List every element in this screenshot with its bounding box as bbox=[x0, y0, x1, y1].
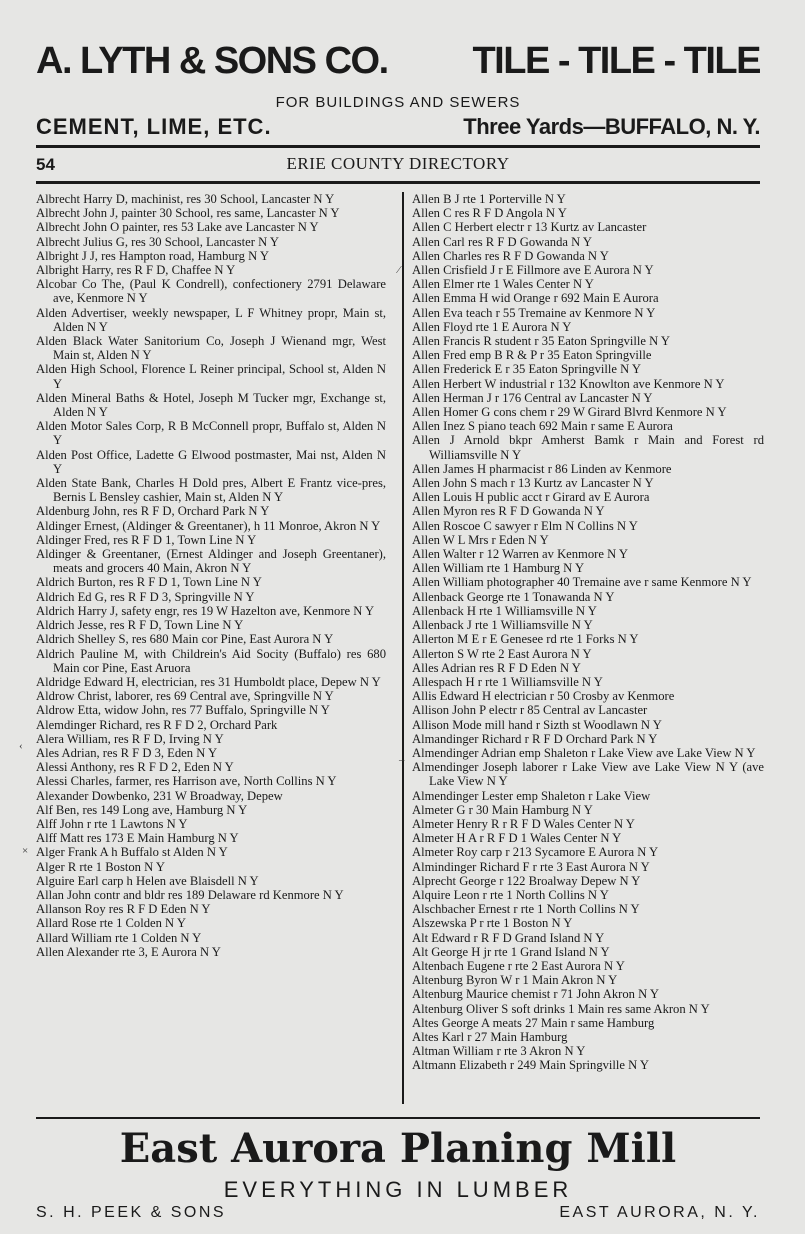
directory-entry: Aldrow Christ, laborer, res 69 Central ave, Springville N Y bbox=[36, 689, 334, 704]
directory-entry: Allen Emma H wid Orange r 692 Main E Aurora bbox=[412, 291, 659, 306]
running-head bbox=[36, 152, 760, 178]
directory-entry: Altmann Elizabeth r 249 Main Springville N Y bbox=[412, 1058, 650, 1073]
directory-entry: Alden Mineral Baths & Hotel, Joseph M Tucker mgr, Exchange st, Alden N Y bbox=[36, 390, 386, 420]
directory-entry: Alden Advertiser, weekly newspaper, L F Whitney propr, Main st, Alden N Y bbox=[36, 305, 386, 334]
ad-mill-footer bbox=[36, 1204, 760, 1222]
directory-entry: Almeter Roy carp r 213 Sycamore E Aurora N Y bbox=[412, 845, 659, 860]
directory-entry: Alt George H jr rte 1 Grand Island N Y bbox=[412, 944, 610, 959]
ad-mill-location: EAST AURORA, N. Y. bbox=[559, 1204, 760, 1221]
directory-entry: Aldinger & Greentaner, (Ernest Aldinger and Joseph Greentaner), meats and grocers 40 Main, Akron N Y bbox=[36, 547, 386, 576]
directory-entry: Allen Floyd rte 1 E Aurora N Y bbox=[412, 319, 572, 334]
column-divider bbox=[402, 192, 404, 1104]
directory-entry: Allard Rose rte 1 Colden N Y bbox=[36, 916, 186, 931]
directory-entry: Altes Karl r 27 Main Hamburg bbox=[412, 1029, 568, 1044]
directory-entry: Almeter H A r R F D 1 Wales Center N Y bbox=[412, 831, 622, 846]
directory-entry: Allison John P electr r 85 Central av Lancaster bbox=[412, 703, 648, 718]
directory-entry: Alt Edward r R F D Grand Island N Y bbox=[412, 930, 605, 945]
directory-entry: Albrecht John J, painter 30 School, res same, Lancaster N Y bbox=[36, 206, 340, 221]
directory-entry: Allison Mode mill hand r Sizth st Woodlawn N Y bbox=[412, 717, 662, 732]
directory-entry: Aldinger Ernest, (Aldinger & Greentaner), h 11 Monroe, Akron N Y bbox=[36, 518, 381, 533]
directory-entry: Allis Edward H electrician r 50 Crosby av Kenmore bbox=[412, 689, 675, 704]
ad-headline-row bbox=[36, 30, 760, 92]
directory-entry: Alera William, res R F D, Irving N Y bbox=[36, 731, 224, 746]
top-advertisement bbox=[36, 30, 760, 144]
directory-entry: Allen Inez S piano teach 692 Main r same E Aurora bbox=[412, 419, 673, 434]
directory-entry: Allen Homer G cons chem r 29 W Girard Blvrd Kenmore N Y bbox=[412, 405, 727, 420]
directory-entry: Albright J J, res Hampton road, Hamburg N Y bbox=[36, 248, 269, 263]
directory-entry: Alden High School, Florence L Reiner principal, School st, Alden N Y bbox=[36, 362, 386, 391]
directory-entry: Almeter G r 30 Main Hamburg N Y bbox=[412, 802, 593, 817]
ad-company-name: A. LYTH & SONS CO. bbox=[36, 40, 388, 82]
directory-entry: Allen Francis R student r 35 Eaton Springville N Y bbox=[412, 334, 671, 349]
directory-entry: Albrecht Julius G, res 30 School, Lancaster N Y bbox=[36, 234, 279, 249]
directory-entry: Aldridge Edward H, electrician, res 31 Humboldt place, Depew N Y bbox=[36, 674, 381, 689]
ad-mill-owner: S. H. PEEK & SONS bbox=[36, 1204, 227, 1221]
directory-entry: Allanson Roy res R F D Eden N Y bbox=[36, 902, 211, 917]
margin-cross-mark-icon: × bbox=[22, 845, 29, 857]
right-column bbox=[412, 192, 764, 1073]
directory-entry: Allen Fred emp B R & P r 35 Eaton Springville bbox=[412, 348, 652, 363]
directory-entry: Albrecht Harry D, machinist, res 30 School, Lancaster N Y bbox=[36, 192, 335, 206]
left-column bbox=[36, 192, 386, 959]
directory-entry: Allen Walter r 12 Warren av Kenmore N Y bbox=[412, 547, 628, 562]
ad-slogan: TILE - TILE - TILE bbox=[472, 40, 760, 82]
directory-entry: Almendinger Joseph laborer r Lake View ave Lake View N Y (ave Lake View N Y bbox=[412, 760, 764, 789]
directory-entry: Allen Charles res R F D Gowanda N Y bbox=[412, 248, 609, 263]
directory-entry: Almendinger Lester emp Shaleton r Lake View bbox=[412, 788, 651, 803]
directory-entry: Allerton S W rte 2 East Aurora N Y bbox=[412, 646, 592, 661]
directory-entry: Allen Myron res R F D Gowanda N Y bbox=[412, 504, 605, 519]
directory-entry: Allenback H rte 1 Williamsville N Y bbox=[412, 603, 597, 618]
directory-entry: Allen James H pharmacist r 86 Linden av Kenmore bbox=[412, 461, 672, 476]
directory-entry: Allen C Herbert electr r 13 Kurtz av Lancaster bbox=[412, 220, 647, 235]
directory-entry: Alden State Bank, Charles H Dold pres, Albert E Frantz vice-pres, Bernis L Bensley cashier, Main st, Alden N Y bbox=[36, 476, 386, 505]
bottom-advertisement bbox=[36, 1124, 760, 1222]
directory-entry: Altenburg Byron W r 1 Main Akron N Y bbox=[412, 973, 618, 988]
directory-entry: Allen William rte 1 Hamburg N Y bbox=[412, 561, 585, 576]
directory-entry: Allespach H r rte 1 Williamsville N Y bbox=[412, 674, 603, 689]
directory-entry: Allen Eva teach r 55 Tremaine av Kenmore N Y bbox=[412, 305, 656, 320]
directory-entry: Albright Harry, res R F D, Chaffee N Y bbox=[36, 263, 236, 278]
directory-entry: Allard William rte 1 Colden N Y bbox=[36, 930, 202, 945]
directory-entry: Aldrow Etta, widow John, res 77 Buffalo, Springville N Y bbox=[36, 703, 330, 718]
directory-entry: Aldenburg John, res R F D, Orchard Park N Y bbox=[36, 504, 270, 519]
directory-entry: Allan John contr and bldr res 189 Delaware rd Kenmore N Y bbox=[36, 887, 344, 902]
directory-entry: Allen Carl res R F D Gowanda N Y bbox=[412, 234, 593, 249]
directory-entry: Aldinger Fred, res R F D 1, Town Line N Y bbox=[36, 532, 257, 547]
directory-title: ERIE COUNTY DIRECTORY bbox=[286, 154, 510, 173]
directory-entry: Allen John S mach r 13 Kurtz av Lancaster N Y bbox=[412, 476, 654, 491]
directory-entry: Almendinger Adrian emp Shaleton r Lake View ave Lake View N Y bbox=[412, 745, 756, 760]
directory-entry: Aldrich Shelley S, res 680 Main cor Pine, East Aurora N Y bbox=[36, 632, 334, 647]
page-number: 54 bbox=[36, 155, 55, 174]
directory-entry: Alquire Leon r rte 1 North Collins N Y bbox=[412, 887, 609, 902]
directory-entry: Allenback George rte 1 Tonawanda N Y bbox=[412, 589, 615, 604]
ad-mill-name: East Aurora Planing Mill bbox=[119, 1125, 677, 1172]
margin-tick-mark-icon: ⁄ bbox=[398, 264, 400, 276]
directory-entry: Aldrich Burton, res R F D 1, Town Line N Y bbox=[36, 575, 262, 590]
margin-check-mark-icon: ‹ bbox=[19, 740, 23, 752]
directory-entry: Altenburg Oliver S soft drinks 1 Main res same Akron N Y bbox=[412, 1001, 710, 1016]
directory-entry: Alessi Charles, farmer, res Harrison ave, North Collins N Y bbox=[36, 774, 337, 789]
directory-entry: Alden Post Office, Ladette G Elwood postmaster, Mai nst, Alden N Y bbox=[36, 447, 386, 476]
directory-entry: Altman William r rte 3 Akron N Y bbox=[412, 1044, 586, 1059]
directory-entry: Almindinger Richard F r rte 3 East Aurora N Y bbox=[412, 859, 650, 874]
directory-entry: Almeter Henry R r R F D Wales Center N Y bbox=[412, 816, 635, 831]
directory-entry: Ales Adrian, res R F D 3, Eden N Y bbox=[36, 745, 218, 760]
directory-entry: Allen Herbert W industrial r 132 Knowlton ave Kenmore N Y bbox=[412, 376, 725, 391]
directory-entry: Allen Frederick E r 35 Eaton Springville N Y bbox=[412, 362, 641, 377]
directory-entry: Allen Alexander rte 3, E Aurora N Y bbox=[36, 944, 221, 959]
directory-entry: Alprecht George r 122 Broalway Depew N Y bbox=[412, 873, 641, 888]
directory-entry: Aldrich Harry J, safety engr, res 19 W Hazelton ave, Kenmore N Y bbox=[36, 603, 375, 618]
directory-entry: Allen J Arnold bkpr Amherst Bamk r Main and Forest rd Williamsville N Y bbox=[412, 433, 764, 462]
directory-entry: Aldrich Ed G, res R F D 3, Springville N Y bbox=[36, 589, 255, 604]
ad-products: CEMENT, LIME, ETC. bbox=[36, 114, 272, 139]
directory-entry: Alguire Earl carp h Helen ave Blaisdell N Y bbox=[36, 873, 259, 888]
directory-entry: Alles Adrian res R F D Eden N Y bbox=[412, 660, 581, 675]
directory-entry: Alessi Anthony, res R F D 2, Eden N Y bbox=[36, 760, 234, 775]
ad-location: Three Yards—BUFFALO, N. Y. bbox=[463, 114, 760, 139]
directory-entry: Alemdinger Richard, res R F D 2, Orchard Park bbox=[36, 717, 278, 732]
directory-entry: Almandinger Richard r R F D Orchard Park N Y bbox=[412, 731, 658, 746]
ad-products-row bbox=[36, 114, 760, 144]
ad-mill-tagline: EVERYTHING IN LUMBER bbox=[223, 1177, 573, 1202]
directory-entry: Alff Matt res 173 E Main Hamburg N Y bbox=[36, 831, 239, 846]
directory-entry: Alf Ben, res 149 Long ave, Hamburg N Y bbox=[36, 802, 248, 817]
directory-entry: Alschbacher Ernest r rte 1 North Collins N Y bbox=[412, 902, 640, 917]
margin-dash-mark-icon: ‒ bbox=[399, 754, 405, 766]
directory-entry: Allerton M E r E Genesee rd rte 1 Forks N Y bbox=[412, 632, 639, 647]
directory-entry: Altes George A meats 27 Main r same Hamburg bbox=[412, 1015, 655, 1030]
directory-entry: Altenburg Maurice chemist r 71 John Akron N Y bbox=[412, 987, 659, 1002]
directory-entry: Allen W L Mrs r Eden N Y bbox=[412, 532, 549, 547]
directory-entry: Alger Frank A h Buffalo st Alden N Y bbox=[36, 845, 228, 860]
directory-entry: Aldrich Pauline M, with Childrein's Aid Socity (Buffalo) res 680 Main cor Pine, East Aruora bbox=[36, 646, 386, 675]
directory-entry: Albrecht John O painter, res 53 Lake ave Lancaster N Y bbox=[36, 220, 319, 235]
directory-entry: Altenbach Eugene r rte 2 East Aurora N Y bbox=[412, 958, 625, 973]
directory-entry: Alger R rte 1 Boston N Y bbox=[36, 859, 165, 874]
directory-entry: Allen William photographer 40 Tremaine ave r same Kenmore N Y bbox=[412, 575, 752, 590]
directory-entry: Alden Black Water Sanitorium Co, Joseph J Wienand mgr, West Main st, Alden N Y bbox=[36, 334, 386, 363]
header-rule-top bbox=[36, 145, 760, 148]
directory-entry: Allen Herman J r 176 Central av Lancaster N Y bbox=[412, 390, 653, 405]
directory-entry: Allen Louis H public acct r Girard av E Aurora bbox=[412, 490, 650, 505]
directory-entry: Alff John r rte 1 Lawtons N Y bbox=[36, 816, 188, 831]
header-rule-bottom bbox=[36, 181, 760, 184]
ad-tagline: FOR BUILDINGS AND SEWERS bbox=[275, 94, 521, 111]
directory-entry: Allen Elmer rte 1 Wales Center N Y bbox=[412, 277, 594, 292]
footer-rule bbox=[36, 1117, 760, 1119]
directory-entry: Allen Crisfield J r E Fillmore ave E Aurora N Y bbox=[412, 263, 654, 278]
directory-entry: Allenback J rte 1 Williamsville N Y bbox=[412, 618, 593, 633]
directory-entry: Allen B J rte 1 Porterville N Y bbox=[412, 192, 566, 206]
directory-entry: Alszewska P r rte 1 Boston N Y bbox=[412, 916, 573, 931]
directory-entry: Alcobar Co The, (Paul K Condrell), confectionery 2791 Delaware ave, Kenmore N Y bbox=[36, 277, 386, 306]
directory-entry: Alexander Dowbenko, 231 W Broadway, Depew bbox=[36, 788, 283, 803]
directory-entry: Allen Roscoe C sawyer r Elm N Collins N Y bbox=[412, 518, 638, 533]
directory-entry: Allen C res R F D Angola N Y bbox=[412, 206, 567, 221]
directory-entry: Alden Motor Sales Corp, R B McConnell propr, Buffalo st, Alden N Y bbox=[36, 419, 386, 448]
directory-entry: Aldrich Jesse, res R F D, Town Line N Y bbox=[36, 618, 244, 633]
